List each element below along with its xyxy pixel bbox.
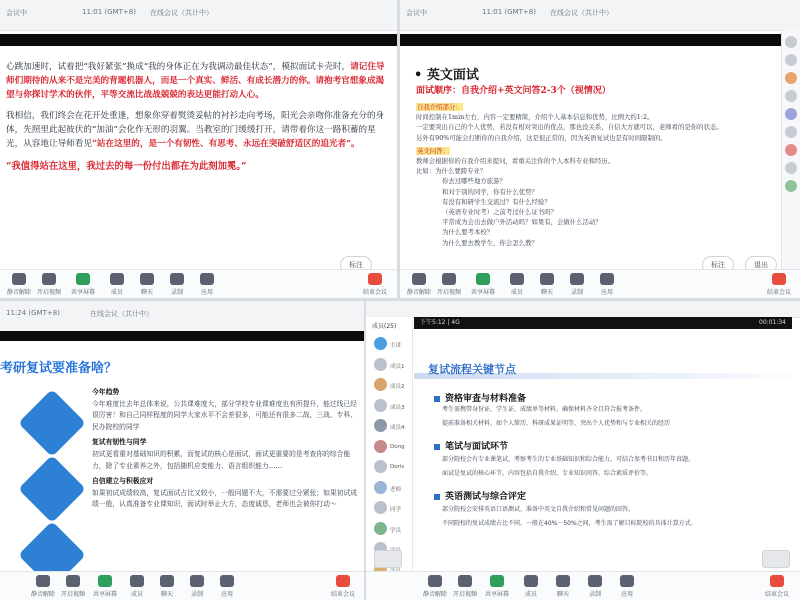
participant-name: 成员2 <box>390 384 405 390</box>
section-line: 部分院校会安排英语口语测试，准备中英文自我介绍和常见问题的回答。 <box>442 506 635 513</box>
end-call-icon <box>368 273 382 285</box>
phone-statusbar <box>414 317 792 329</box>
exit-button[interactable]: 退出 <box>745 256 777 274</box>
participant-row[interactable] <box>366 457 412 478</box>
participant-name: Dong <box>390 443 405 450</box>
participant-row[interactable] <box>366 396 412 417</box>
toolbar-label: 静音解除 <box>30 591 55 598</box>
video-button[interactable] <box>60 575 86 598</box>
topbar-time: 11:01 (GMT+8) <box>482 8 536 16</box>
participant-row[interactable] <box>366 437 412 458</box>
participant-name: 学员 <box>390 527 402 534</box>
shared-screen <box>414 329 792 570</box>
toolbar-label: 录制 <box>170 289 183 296</box>
participant-row[interactable] <box>366 478 412 499</box>
topbar-status: 会议中 <box>406 9 427 17</box>
participants-title: 成员(25) <box>372 323 397 330</box>
note-line: 另外有90%可能会打断你的自我介绍，这是很正常的，因为英语复试也是有时间限制的。 <box>416 133 667 142</box>
toolbar-label: 录制 <box>588 591 601 598</box>
participant-name: 同学 <box>390 507 402 513</box>
block-title: 今年趋势 <box>92 388 120 396</box>
apps-button[interactable] <box>594 273 620 296</box>
thumbnail-button[interactable] <box>374 550 402 568</box>
section-heading: 英文问答： <box>417 146 449 155</box>
section-title-text: 英语测试与综合评定 <box>445 492 527 502</box>
avatar <box>374 337 387 350</box>
avatar <box>374 378 387 391</box>
record-button[interactable] <box>564 273 590 296</box>
microphone-icon <box>428 575 442 587</box>
slide-title: • 英文面试 <box>414 68 479 83</box>
record-button[interactable] <box>582 575 608 598</box>
camera-icon <box>42 273 56 285</box>
note-line: 时间控制在1min左右，内容一定要精简，介绍个人基本信息和优势，比例大约1:2。 <box>416 113 654 122</box>
section-line: 考生需携带身份证、学生证、成绩单等材料，确保材料齐全且符合报考条件。 <box>442 406 647 413</box>
avatar <box>374 522 387 535</box>
note-line: 为什么要考本校？ <box>442 228 494 237</box>
toolbar-label: 成员 <box>510 289 523 296</box>
avatar <box>374 501 387 514</box>
participant-strip <box>781 30 800 270</box>
mute-button[interactable] <box>6 273 32 296</box>
participant-name: 成员4 <box>390 425 405 431</box>
topbar-time: 11:01 (GMT+8) <box>82 8 136 16</box>
participant-name: 成员1 <box>390 363 405 370</box>
toolbar-label: 成员 <box>130 591 143 598</box>
end-call-icon <box>336 575 350 587</box>
toolbar-label: 聊天 <box>540 289 553 296</box>
toolbar-label: 共享屏幕 <box>92 591 117 598</box>
avatar[interactable] <box>785 72 797 84</box>
microphone-icon <box>36 575 50 587</box>
meeting-toolbar <box>366 571 800 600</box>
end-meeting-button[interactable] <box>764 575 790 598</box>
apps-button[interactable] <box>614 575 640 598</box>
toolbar-label: 开启视频 <box>36 289 61 296</box>
participant-row[interactable] <box>366 334 412 355</box>
section-title <box>434 489 526 502</box>
apps-button[interactable] <box>214 575 240 598</box>
microphone-icon <box>12 273 26 285</box>
slide-heading: 考研复试要准备啥？ <box>0 361 118 376</box>
block-title: 自信建立与积极应对 <box>92 477 154 486</box>
section-title-text: 资格审查与材料准备 <box>445 394 527 404</box>
note-line: 有没有和研学生交流过？有什么经验？ <box>442 197 551 206</box>
toolbar-label: 静音解除 <box>406 289 431 296</box>
record-icon <box>190 575 204 587</box>
members-button[interactable] <box>518 575 544 598</box>
apps-icon <box>600 273 614 285</box>
toolbar-label: 共享屏幕 <box>70 289 95 296</box>
slide-subtitle: 面试顺序：自我介绍+英文问答2-3个（视情况） <box>416 86 611 96</box>
paragraph-2 <box>6 109 387 151</box>
topbar-title: 在线会议（共计中） <box>90 310 153 318</box>
toolbar-label: 共享屏幕 <box>484 591 509 598</box>
closing-quote: “我值得站在这里，我过去的每一份付出都在为此刻加冕。” <box>6 161 247 172</box>
participant-row[interactable] <box>366 355 412 376</box>
window-topbar <box>366 301 800 318</box>
square-bullet-icon <box>434 494 440 500</box>
avatar <box>374 440 387 453</box>
toolbar-label: 录制 <box>190 591 203 598</box>
avatar[interactable] <box>785 144 797 156</box>
toolbar-label: 应用 <box>220 591 233 598</box>
avatar[interactable] <box>785 90 797 102</box>
toolbar-label: 成员 <box>110 289 123 296</box>
share-screen-button[interactable] <box>470 273 496 296</box>
toolbar-label: 应用 <box>200 289 213 296</box>
video-button[interactable] <box>436 273 462 296</box>
chat-icon <box>160 575 174 587</box>
paragraph-1 <box>6 60 387 102</box>
mute-button[interactable] <box>422 575 448 598</box>
meeting-toolbar <box>0 571 364 600</box>
section-line: 面试是复试的核心环节，内容包括自我介绍、专业知识问答、综合素质评价等。 <box>442 470 653 477</box>
participant-name: 老师 <box>390 486 402 493</box>
avatar[interactable] <box>785 54 797 66</box>
note-line: 你去过哪些地方旅游？ <box>442 177 506 186</box>
chat-button[interactable] <box>154 575 180 598</box>
topbar-title: 在线会议（共计中） <box>550 9 613 17</box>
share-screen-button[interactable] <box>70 273 96 296</box>
chat-icon <box>540 273 554 285</box>
toolbar-label: 录制 <box>570 289 583 296</box>
share-icon <box>490 575 504 587</box>
square-bullet-icon <box>434 396 440 402</box>
participant-name: 主讲 <box>390 343 402 349</box>
section-line: 提前准备相关材料，如个人简历、科研成果证明等，突出个人优势和与专业相关的经历 <box>442 420 671 427</box>
end-call-icon <box>770 575 784 587</box>
meeting-toolbar <box>0 269 397 298</box>
toolbar-label: 静音解除 <box>6 289 31 296</box>
members-button[interactable] <box>104 273 130 296</box>
share-screen-button[interactable] <box>484 575 510 598</box>
toolbar-label: 结束会议 <box>330 591 355 598</box>
share-screen-button[interactable] <box>92 575 118 598</box>
toolbar-label: 开启视频 <box>436 289 461 296</box>
toolbar-label: 静音解除 <box>422 591 447 598</box>
block-text: 今年难度比去年总体来说，公共课难度大，部分学校专业课难度也有所提升，能过线已经很厉害！和自己同样程度的同学大家水平不会差很多，可能还有很多二战、三战、专科、民办院校的同学 <box>92 399 358 431</box>
participant-row[interactable] <box>366 498 412 519</box>
share-icon <box>476 273 490 285</box>
window-topbar <box>0 0 397 31</box>
toolbar-label: 开启视频 <box>60 591 85 598</box>
mute-button[interactable] <box>406 273 432 296</box>
note-line: 比如：为什么要跨专业？ <box>416 167 487 176</box>
participant-name: 成员3 <box>390 404 405 411</box>
people-icon <box>524 575 538 587</box>
slide-body <box>6 60 387 174</box>
diamond-decoration <box>18 389 86 457</box>
apps-icon <box>220 575 234 587</box>
participant-name: Doris <box>390 464 405 470</box>
block-text: 如果初试成绩较高，复试面试占比又较小，一般问题不大，不需要过分紧张；如果初试成绩一般，认真准备专业课知识，面试时举止大方，态度诚恳，老师也会被你打动～ <box>92 488 358 509</box>
section-title-text: 笔试与面试环节 <box>445 442 509 452</box>
people-icon <box>510 273 524 285</box>
topbar-title: 在线会议（共计中） <box>150 9 213 17</box>
toolbar-label: 结束会议 <box>362 289 387 296</box>
participants-sidebar <box>366 317 413 572</box>
camera-icon <box>442 273 456 285</box>
toolbar-label: 共享屏幕 <box>470 289 495 296</box>
end-meeting-button[interactable] <box>362 273 388 296</box>
topbar-time: 11:24 (GMT+8) <box>6 309 60 317</box>
call-timer: 00:01:34 <box>759 319 786 326</box>
note-line: 为什么要去教学生，你会怎么教？ <box>442 238 538 247</box>
window-topbar <box>0 301 364 332</box>
section-line: 部分院校会有专业课笔试，考察考生的专业基础知识和综合能力，可结合参考书目和历年真题。 <box>442 456 695 463</box>
avatar <box>374 358 387 371</box>
participant-row[interactable] <box>366 375 412 396</box>
chat-button[interactable] <box>134 273 160 296</box>
avatar[interactable] <box>785 126 797 138</box>
avatar[interactable] <box>785 36 797 48</box>
statusbar-text: 下午5:12 | 4G <box>420 319 460 326</box>
slide-notes <box>416 102 770 248</box>
section-heading: 自我介绍部分： <box>417 103 462 111</box>
record-icon <box>570 273 584 285</box>
diamond-decoration <box>18 455 86 523</box>
avatar[interactable] <box>785 180 797 192</box>
participant-row[interactable] <box>366 519 412 540</box>
toolbar-label: 聊天 <box>556 591 569 598</box>
annotate-button[interactable]: 标注 <box>702 256 734 274</box>
record-button[interactable] <box>164 273 190 296</box>
block-text: 初试更看重对基础知识的积累，而复试的核心是面试，面试更重要的是考查你的综合能力，除了专业素养之外，包括随机应变能力、语言组织能力…… <box>92 449 351 470</box>
meeting-toolbar <box>400 269 800 298</box>
toolbar-label: 聊天 <box>160 591 173 598</box>
video-button[interactable] <box>452 575 478 598</box>
participant-row[interactable] <box>366 416 412 437</box>
chat-icon <box>556 575 570 587</box>
square-bullet-icon <box>434 444 440 450</box>
share-icon <box>76 273 90 285</box>
microphone-icon <box>412 273 426 285</box>
toolbar-label: 结束会议 <box>766 289 791 296</box>
topbar-status: 会议中 <box>6 9 27 17</box>
chat-icon <box>140 273 154 285</box>
avatar <box>374 481 387 494</box>
annotate-button[interactable]: 标注 <box>340 256 372 274</box>
toolbar-label: 开启视频 <box>452 591 477 598</box>
avatar <box>374 419 387 432</box>
thumbnail-button[interactable] <box>762 550 790 568</box>
avatar[interactable] <box>785 162 797 174</box>
toolbar-label: 成员 <box>524 591 537 598</box>
toolbar-label: 结束会议 <box>764 591 789 598</box>
members-button[interactable] <box>124 575 150 598</box>
block-title: 复试有韧性与同学 <box>92 438 147 447</box>
people-icon <box>130 575 144 587</box>
paragraph-text: 心跳加速时，试着把“我好紧张”换成“我的身体正在为我调动最佳状态”，模拟面试卡壳时， <box>6 62 351 72</box>
apps-icon <box>620 575 634 587</box>
end-meeting-button[interactable] <box>766 273 792 296</box>
apps-button[interactable] <box>194 273 220 296</box>
meeting-view-2 <box>400 0 800 298</box>
chat-button[interactable] <box>550 575 576 598</box>
meeting-view-3 <box>0 301 364 600</box>
section-line: 不同院校的复试成绩占比不同，一般在40%－50%之间，考生需了解目标院校的具体计算方式。 <box>442 520 697 527</box>
members-button[interactable] <box>504 273 530 296</box>
toolbar-label: 应用 <box>600 289 613 296</box>
end-call-icon <box>772 273 786 285</box>
paragraph-text: 我相信，我们终会在花开处重逢，想象你穿着熨烫妥帖的衬衫走向考场，阳光会亲吻你准备充分的身体，先照里此起彼伏的“加油”会化作无形的羽翼。当教室的门缓缓打开，请带着你这一路积蓄的星光，从容地让导师看见 <box>6 111 385 149</box>
people-icon <box>110 273 124 285</box>
end-meeting-button[interactable] <box>330 575 356 598</box>
record-icon <box>170 273 184 285</box>
slide-text <box>92 387 358 511</box>
chat-button[interactable] <box>534 273 560 296</box>
record-button[interactable] <box>184 575 210 598</box>
slide-header-band <box>0 331 364 341</box>
apps-icon <box>200 273 214 285</box>
toolbar-label: 聊天 <box>140 289 153 296</box>
note-line: （英语专业时考）之前考过什么证书吗？ <box>442 208 558 217</box>
slide-header-band <box>0 34 397 46</box>
note-line: 教师会根据你的自我介绍来提问，看重关注你的个人本科专业和经历。 <box>416 157 615 166</box>
avatar[interactable] <box>785 108 797 120</box>
camera-icon <box>66 575 80 587</box>
meeting-view-4 <box>366 301 800 600</box>
note-line: 平常成为会出去做户外活动吗？如果有，会做什么活动？ <box>442 218 602 227</box>
note-line: 和对于别的同学，你有什么优势？ <box>442 187 538 196</box>
camera-icon <box>458 575 472 587</box>
section-title <box>434 391 526 404</box>
window-topbar <box>400 0 800 31</box>
avatar <box>374 399 387 412</box>
record-icon <box>588 575 602 587</box>
toolbar-label: 应用 <box>620 591 633 598</box>
note-line: 一定要突出自己的个人优势，若没有相对突出的优点，那也没关系，自信大方就可以，老师看的是你的状态。 <box>416 123 723 132</box>
mute-button[interactable] <box>30 575 56 598</box>
section-title <box>434 439 508 452</box>
slide-title-text: 英文面试 <box>426 68 479 83</box>
share-icon <box>98 575 112 587</box>
avatar <box>374 460 387 473</box>
meeting-view-1 <box>0 0 397 298</box>
paragraph-highlight: “站在这里的，是一个有韧性、有思考、永远在突破舒适区的追光者”。 <box>91 139 360 149</box>
paragraph-highlight: 请记住导师们期待的从来不是完美的背题机器人，而是一个真实、鲜活、有成长潜力的你。请抱考官想象成渴望与你探讨学术的伙伴，平等交流比战战兢兢的表达更能打动人心。 <box>6 62 385 100</box>
slide-header-band <box>400 34 800 46</box>
video-button[interactable] <box>36 273 62 296</box>
slide-heading: 复试流程关键节点 <box>428 363 516 376</box>
